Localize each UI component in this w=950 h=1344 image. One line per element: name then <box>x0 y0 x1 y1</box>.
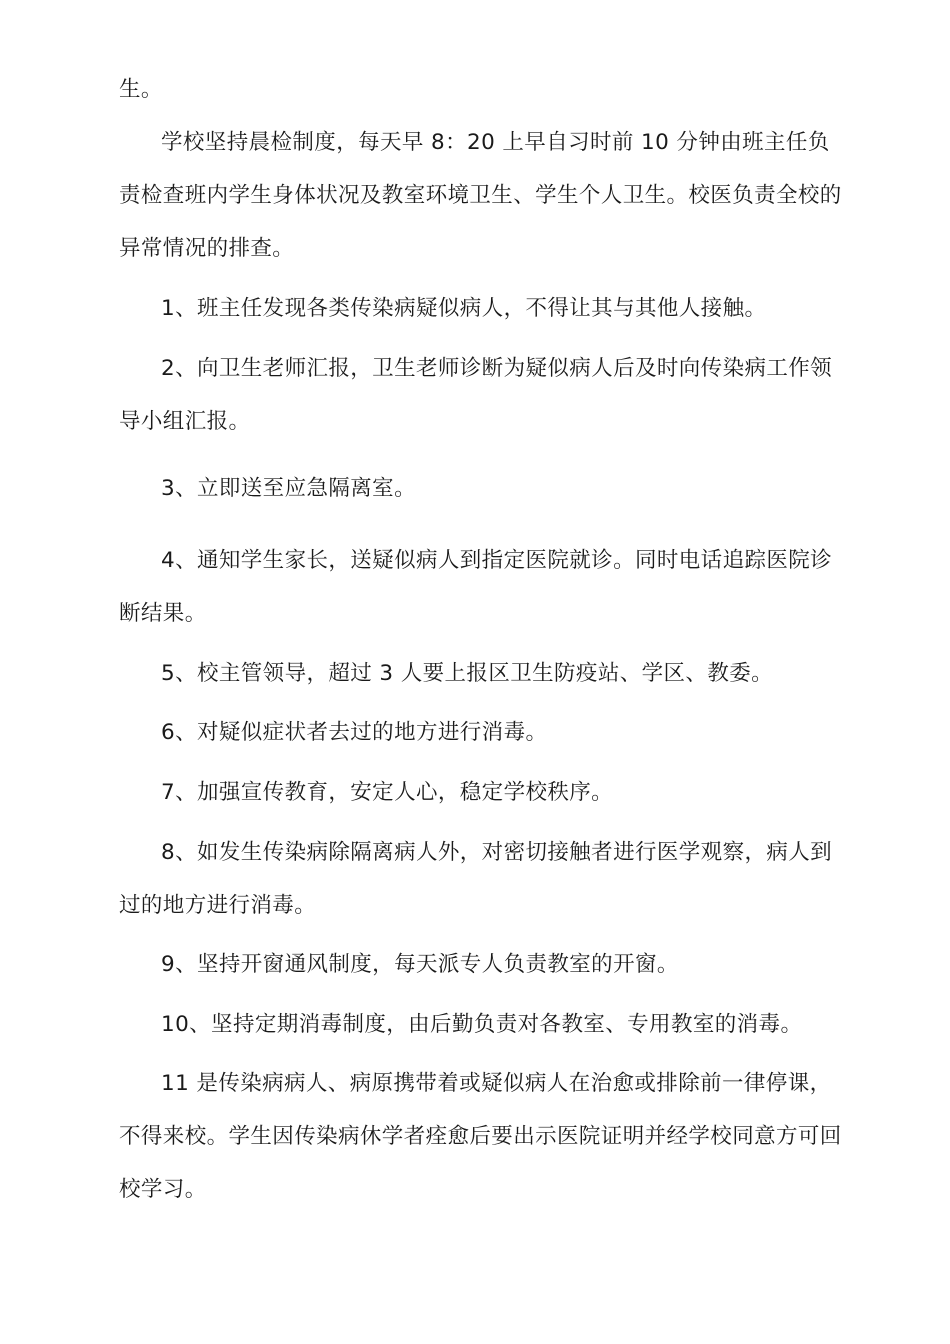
paragraph-item-5: 5、校主管领导，超过 3 人要上报区卫生防疫站、学区、教委。 <box>161 661 774 686</box>
paragraph-item-11: 11 是传染病病人、病原携带着或疑似病人在治愈或排除前一律停课，不得来校。学生因传染病休学者痊愈后要出示医院证明并经学校同意方可回校学习。 <box>119 1071 842 1202</box>
paragraph-item-1: 1、班主任发现各类传染病疑似病人，不得让其与其他人接触。 <box>161 296 767 321</box>
paragraph-item-2: 2、向卫生老师汇报，卫生老师诊断为疑似病人后及时向传染病工作领导小组汇报。 <box>119 356 833 434</box>
paragraph-item-10: 10、坚持定期消毒制度，由后勤负责对各教室、专用教室的消毒。 <box>161 1012 803 1037</box>
paragraph-item-3: 3、立即送至应急隔离室。 <box>161 476 416 501</box>
paragraph-item-6: 6、对疑似症状者去过的地方进行消毒。 <box>161 720 548 745</box>
paragraph-item-7: 7、加强宣传教育，安定人心，稳定学校秩序。 <box>161 780 614 805</box>
paragraph-item-8: 8、如发生传染病除隔离病人外，对密切接触者进行医学观察，病人到过的地方进行消毒。 <box>119 840 833 918</box>
paragraph-morning-check: 学校坚持晨检制度，每天早 8：20 上早自习时前 10 分钟由班主任负责检查班内学生身体状况及教室环境卫生、学生个人卫生。校医负责全校的异常情况的排查。 <box>119 130 842 261</box>
paragraph-item-9: 9、坚持开窗通风制度，每天派专人负责教室的开窗。 <box>161 952 679 977</box>
paragraph-item-4: 4、通知学生家长，送疑似病人到指定医院就诊。同时电话追踪医院诊断结果。 <box>119 548 833 626</box>
paragraph-continuation: 生。 <box>119 77 163 102</box>
